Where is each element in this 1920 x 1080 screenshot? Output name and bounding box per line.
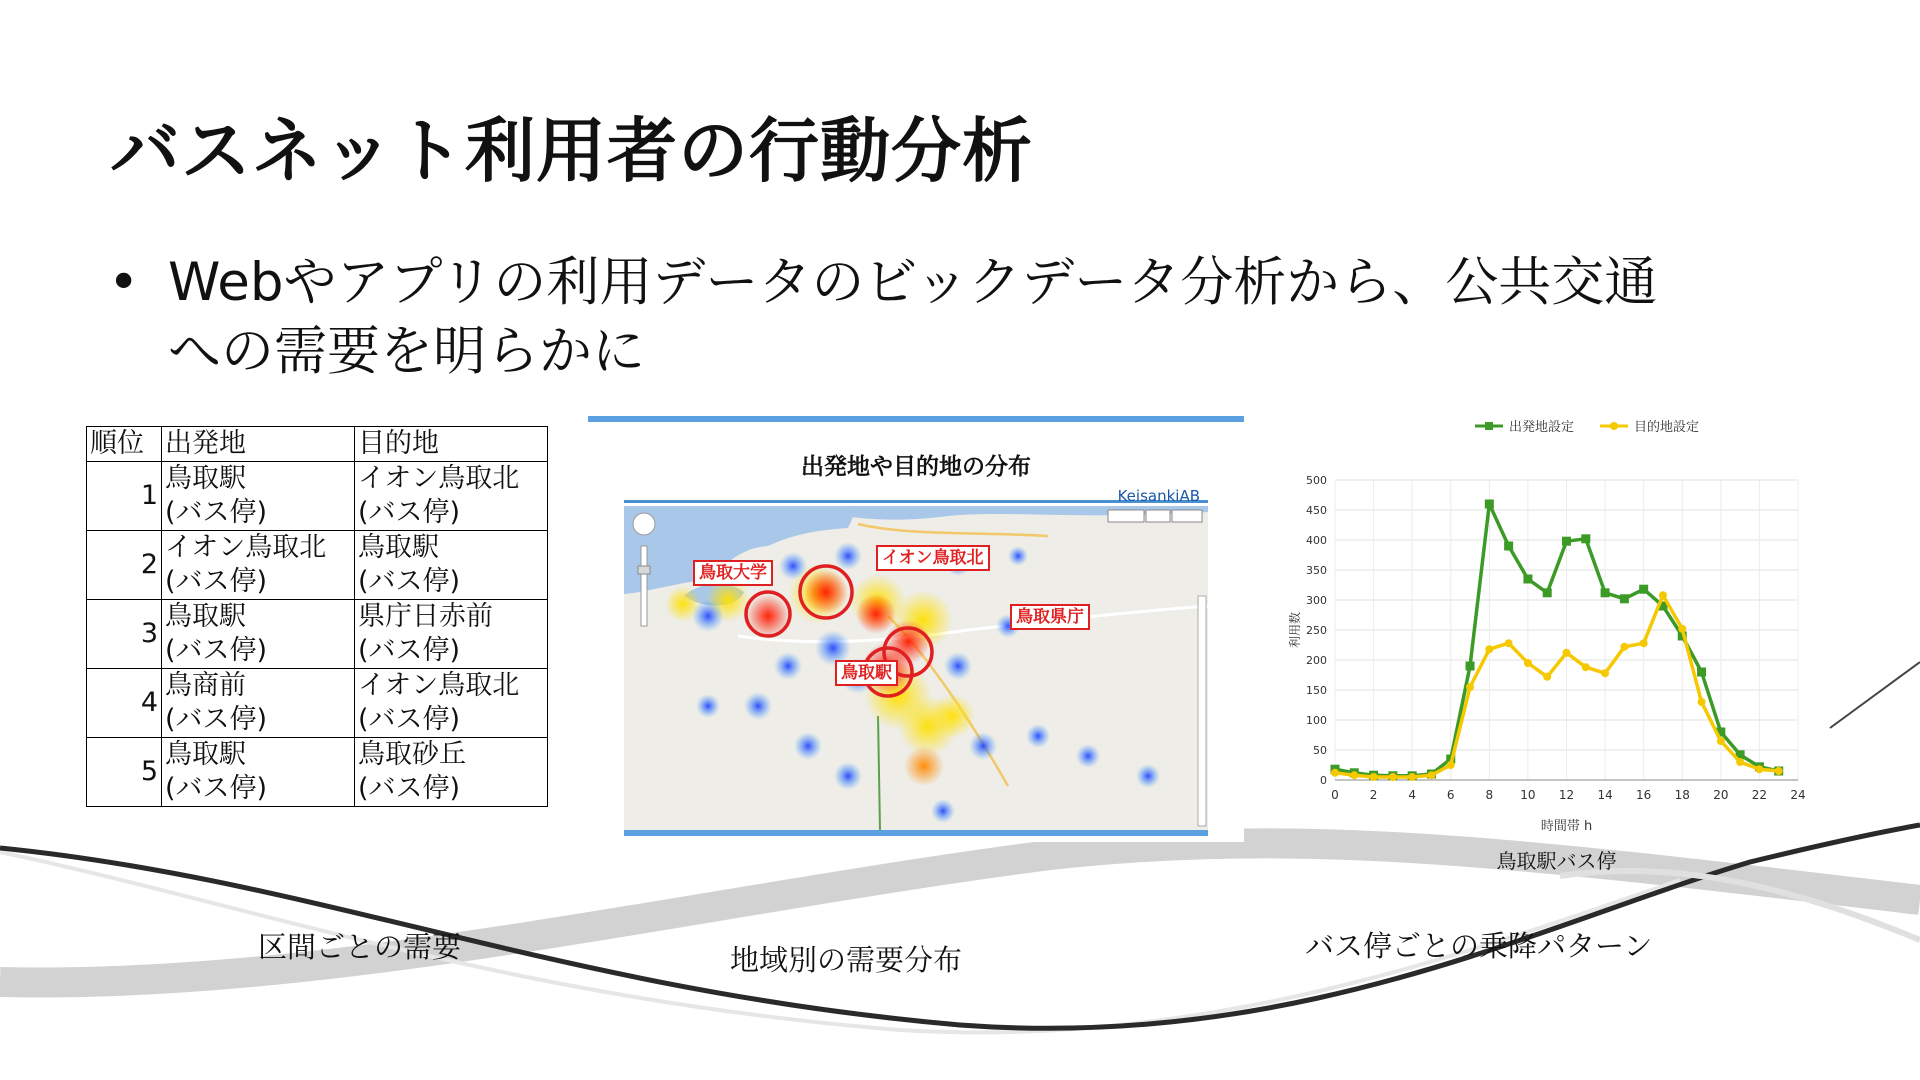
data-point <box>1466 662 1475 671</box>
destination-cell <box>355 462 548 531</box>
map-title: 出発地や目的地の分布 <box>801 454 1031 480</box>
origin-cell <box>162 738 355 807</box>
map-label-university: 鳥取大学 <box>693 560 773 586</box>
table-row <box>87 669 548 738</box>
rank-cell: 1 <box>87 462 162 531</box>
data-point <box>1389 773 1397 781</box>
rank-cell: 2 <box>87 531 162 600</box>
y-tick-label: 400 <box>1306 534 1327 547</box>
destination-type: (バス停) <box>358 773 461 804</box>
header-rank: 順位 <box>87 427 162 462</box>
chart-caption: バス停ごとの乗降パターン <box>1305 929 1653 963</box>
origin-type: (バス停) <box>165 773 268 804</box>
y-tick-label: 0 <box>1320 774 1327 787</box>
data-point <box>1427 771 1435 779</box>
data-point <box>1485 645 1493 653</box>
x-tick-label: 0 <box>1331 788 1339 802</box>
destination-type: (バス停) <box>358 497 461 528</box>
data-point <box>1678 625 1686 633</box>
x-tick-label: 20 <box>1713 788 1729 802</box>
legend-label: 目的地設定 <box>1634 420 1700 435</box>
legend-swatch-marker <box>1485 422 1493 430</box>
legend-label: 出発地設定 <box>1509 420 1575 435</box>
origin-name: 鳥商前 <box>165 670 246 701</box>
destination-name: 県庁日赤前 <box>358 601 493 632</box>
map-caption: 地域別の需要分布 <box>730 943 963 977</box>
data-point <box>1563 649 1571 657</box>
data-point <box>1659 591 1667 599</box>
destination-type: (バス停) <box>358 635 461 666</box>
data-point <box>1466 683 1474 691</box>
origin-name: 鳥取駅 <box>165 739 246 770</box>
destination-cell <box>355 600 548 669</box>
x-tick-label: 18 <box>1674 788 1690 802</box>
bullet-text <box>168 248 1657 386</box>
destination-cell <box>355 669 548 738</box>
origin-cell <box>162 600 355 669</box>
data-point <box>1562 537 1571 546</box>
destination-cell <box>355 738 548 807</box>
data-point <box>1620 643 1628 651</box>
origin-cell <box>162 531 355 600</box>
data-point <box>1350 771 1358 779</box>
data-point <box>1505 639 1513 647</box>
data-point <box>1581 534 1590 543</box>
data-point <box>1504 542 1513 551</box>
map-label-aeon: イオン鳥取北 <box>876 545 990 571</box>
x-axis-label: 時間帯 h <box>1540 819 1593 834</box>
origin-type: (バス停) <box>165 704 268 735</box>
demand-map-figure <box>588 416 1244 842</box>
y-tick-label: 300 <box>1306 594 1327 607</box>
data-point <box>1601 588 1610 597</box>
data-point <box>1543 588 1552 597</box>
bullet-line-2: への需要を明らかに <box>168 321 645 382</box>
origin-cell <box>162 462 355 531</box>
data-point <box>1698 698 1706 706</box>
data-point <box>1543 673 1551 681</box>
data-point <box>1755 765 1763 773</box>
origin-type: (バス停) <box>165 497 268 528</box>
y-tick-label: 50 <box>1313 744 1327 757</box>
data-point <box>1775 767 1783 775</box>
series-line <box>1335 504 1779 776</box>
origin-name: イオン鳥取北 <box>165 532 327 563</box>
y-axis-label: 利用数 <box>1288 611 1302 649</box>
x-tick-label: 4 <box>1408 788 1416 802</box>
origin-type: (バス停) <box>165 566 268 597</box>
slide-title: バスネット利用者の行動分析 <box>110 110 1033 192</box>
origin-name: 鳥取駅 <box>165 601 246 632</box>
x-tick-label: 2 <box>1369 788 1378 802</box>
y-tick-label: 200 <box>1306 654 1327 667</box>
destination-name: イオン鳥取北 <box>358 463 520 494</box>
y-tick-label: 250 <box>1306 624 1327 637</box>
data-point <box>1331 769 1339 777</box>
rank-cell: 5 <box>87 738 162 807</box>
data-point <box>1620 594 1629 603</box>
rank-cell: 3 <box>87 600 162 669</box>
data-point <box>1640 639 1648 647</box>
data-point <box>1582 663 1590 671</box>
table-row <box>87 738 548 807</box>
table-caption: 区間ごとの需要 <box>258 930 462 964</box>
rank-cell: 4 <box>87 669 162 738</box>
data-point <box>1408 773 1416 781</box>
x-tick-label: 16 <box>1636 788 1652 802</box>
map-label-station: 鳥取駅 <box>835 660 898 686</box>
x-tick-label: 6 <box>1446 788 1455 802</box>
map-brand-logo: KeisankiAB <box>1117 487 1200 505</box>
data-point <box>1736 758 1744 766</box>
data-point <box>1370 773 1378 781</box>
data-point <box>1524 659 1532 667</box>
destination-name: イオン鳥取北 <box>358 670 520 701</box>
y-tick-label: 100 <box>1306 714 1327 727</box>
map-label-prefecture: 鳥取県庁 <box>1010 604 1090 630</box>
data-point <box>1447 761 1455 769</box>
chart-title: 鳥取駅バス停 <box>1496 849 1617 873</box>
data-point <box>1717 737 1725 745</box>
data-point <box>1601 669 1609 677</box>
destination-type: (バス停) <box>358 566 461 597</box>
destination-type: (バス停) <box>358 704 461 735</box>
destination-name: 鳥取砂丘 <box>358 739 466 770</box>
legend-swatch-marker <box>1610 422 1618 430</box>
y-tick-label: 150 <box>1306 684 1327 697</box>
bullet-line-1: Webやアプリの利用データのビックデータ分析から、公共交通 <box>168 252 1658 313</box>
destination-name: 鳥取駅 <box>358 532 439 563</box>
data-point <box>1523 575 1532 584</box>
table-row <box>87 462 548 531</box>
data-point <box>1697 668 1706 677</box>
table-row <box>87 600 548 669</box>
table-row <box>87 531 548 600</box>
origin-name: 鳥取駅 <box>165 463 246 494</box>
header-destination: 目的地 <box>355 427 548 462</box>
y-tick-label: 450 <box>1306 504 1327 517</box>
origin-cell <box>162 669 355 738</box>
data-point <box>1485 500 1494 509</box>
x-tick-label: 24 <box>1790 788 1806 802</box>
x-tick-label: 8 <box>1485 788 1494 802</box>
data-point <box>1639 585 1648 594</box>
header-origin: 出発地 <box>162 427 355 462</box>
x-tick-label: 22 <box>1751 788 1768 802</box>
table-header-row <box>87 427 548 462</box>
route-ranking-table <box>86 426 548 807</box>
y-tick-label: 500 <box>1306 474 1327 487</box>
origin-type: (バス停) <box>165 635 268 666</box>
x-tick-label: 14 <box>1597 788 1613 802</box>
usage-line-chart <box>1285 408 1825 888</box>
destination-cell <box>355 531 548 600</box>
bullet-dot: • <box>108 252 140 313</box>
y-tick-label: 350 <box>1306 564 1327 577</box>
x-tick-label: 12 <box>1558 788 1575 802</box>
x-tick-label: 10 <box>1520 788 1536 802</box>
